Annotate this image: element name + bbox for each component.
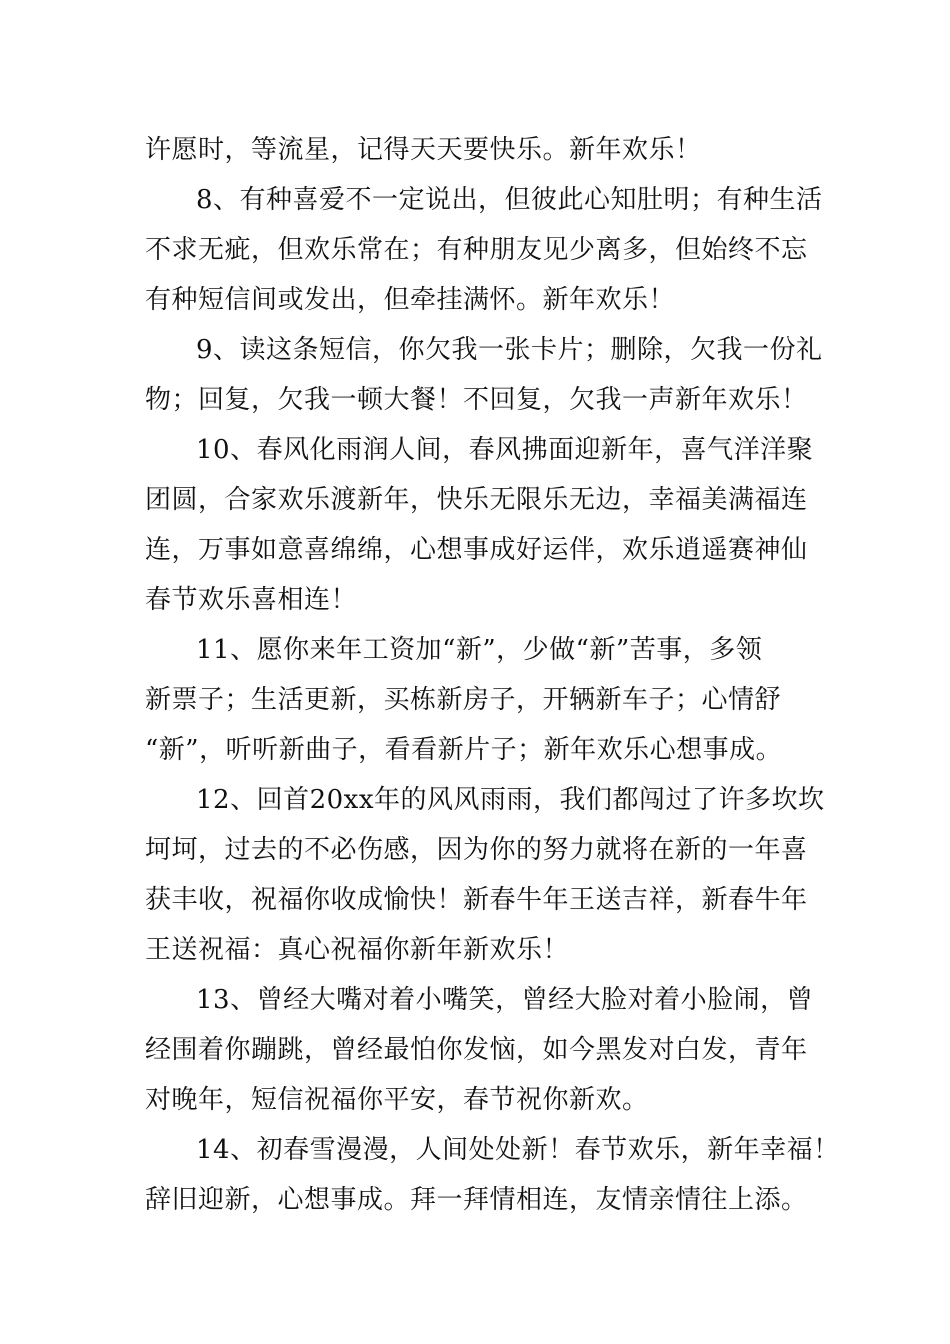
text-line: 经围着你蹦跳，曾经最怕你发恼，如今黑发对白发，青年 (145, 1035, 808, 1065)
text-line: 有种短信间或发出，但牵挂满怀。新年欢乐！ (145, 285, 676, 315)
paragraph-12-first-line: 12、回首20xx年的风风雨雨，我们都闯过了许多坎坎 (196, 785, 825, 815)
paragraph-9-first-line: 9、读这条短信，你欠我一张卡片；删除，欠我一份礼 (196, 335, 823, 365)
paragraph-14-first-line: 14、初春雪漫漫，人间处处新！春节欢乐，新年幸福！ (196, 1135, 840, 1165)
text-line: 坷坷，过去的不必伤感，因为你的努力就将在新的一年喜 (145, 835, 808, 865)
paragraph-13-first-line: 13、曾经大嘴对着小嘴笑，曾经大脸对着小脸闹，曾 (196, 985, 814, 1015)
paragraph-10-first-line: 10、春风化雨润人间，春风拂面迎新年，喜气洋洋聚 (196, 435, 814, 465)
text-line: 辞旧迎新，心想事成。拜一拜情相连，友情亲情往上添。 (145, 1185, 808, 1215)
text-line: 对晚年，短信祝福你平安，春节祝你新欢。 (145, 1085, 649, 1115)
text-line: 获丰收，祝福你收成愉快！新春牛年王送吉祥，新春牛年 (145, 885, 808, 915)
paragraph-11-first-line: 11、愿你来年工资加“新”，少做“新”苦事，多领 (196, 635, 763, 665)
text-line: 许愿时，等流星，记得天天要快乐。新年欢乐！ (145, 135, 702, 165)
text-line: 春节欢乐喜相连！ (145, 585, 358, 615)
text-line: 团圆，合家欢乐渡新年，快乐无限乐无边，幸福美满福连 (145, 485, 808, 515)
text-line: 新票子；生活更新，买栋新房子，开辆新车子；心情舒 (145, 685, 782, 715)
paragraph-8-first-line: 8、有种喜爱不一定说出，但彼此心知肚明；有种生活 (196, 185, 823, 215)
text-line: “新”，听听新曲子，看看新片子；新年欢乐心想事成。 (145, 735, 783, 765)
text-line: 物；回复，欠我一顿大餐！不回复，欠我一声新年欢乐！ (145, 385, 808, 415)
text-line: 王送祝福：真心祝福你新年新欢乐！ (145, 935, 570, 965)
text-line: 连，万事如意喜绵绵，心想事成好运伴，欢乐逍遥赛神仙 (145, 535, 808, 565)
text-line: 不求无疵，但欢乐常在；有种朋友见少离多，但始终不忘 (145, 235, 808, 265)
